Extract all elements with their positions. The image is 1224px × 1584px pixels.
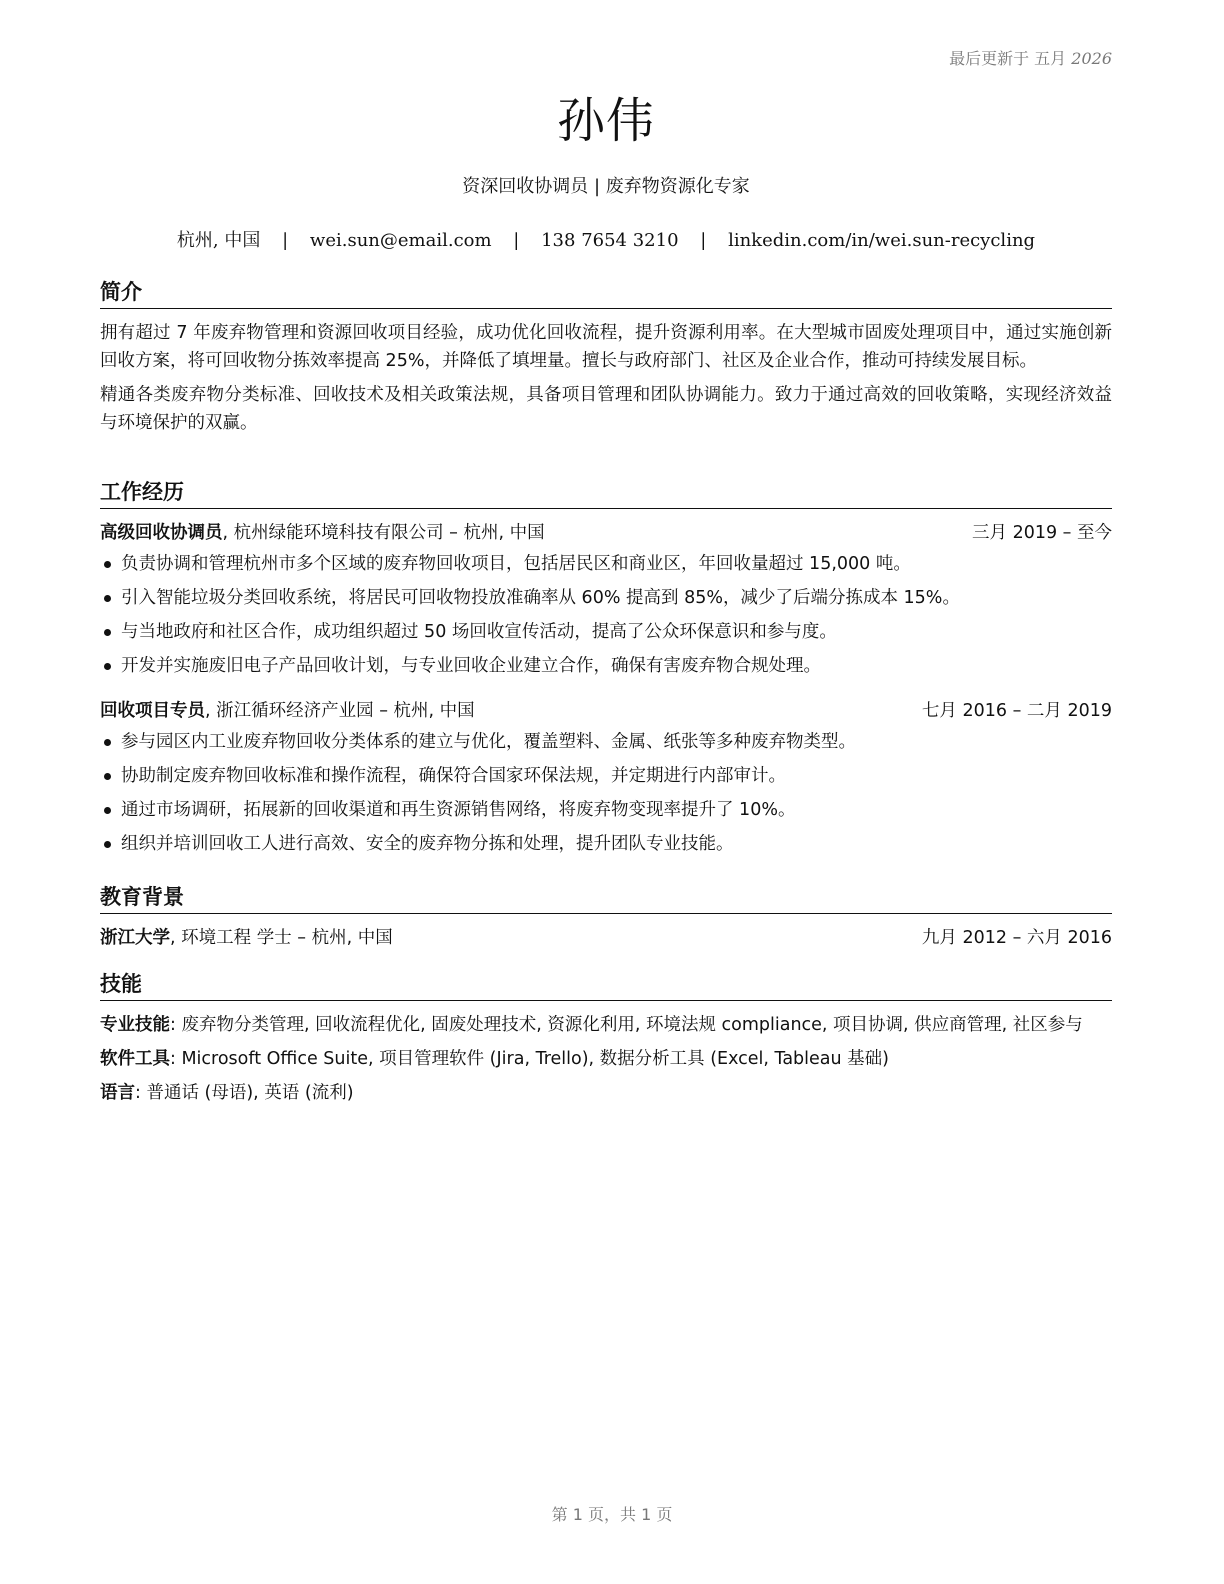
last-updated xyxy=(949,46,1112,69)
contact-phone[interactable]: 138 7654 3210 xyxy=(541,230,679,251)
education-school-degree xyxy=(100,924,393,952)
education-heading: 教育背景 xyxy=(100,883,1112,914)
job-header xyxy=(100,697,1112,725)
job-org: , 杭州绿能环境科技有限公司 – 杭州, 中国 xyxy=(222,523,545,543)
job-role: 高级回收协调员 xyxy=(100,523,223,543)
contact-separator: | xyxy=(282,230,289,251)
experience-heading: 工作经历 xyxy=(100,478,1112,509)
skill-line xyxy=(100,1045,1112,1073)
education-school: 浙江大学 xyxy=(100,928,170,948)
job-role: 回收项目专员 xyxy=(100,701,205,721)
contact-email[interactable]: wei.sun@email.com xyxy=(309,230,492,251)
education-section xyxy=(100,883,1112,952)
job-bullet: 参与园区内工业废弃物回收分类体系的建立与优化，覆盖塑料、金属、纸张等多种废弃物类型。 xyxy=(100,725,1112,759)
contact-separator: | xyxy=(700,230,707,251)
skills-section xyxy=(100,970,1112,1113)
job-bullet: 负责协调和管理杭州市多个区域的废弃物回收项目，包括居民区和商业区，年回收量超过 15,000 吨。 xyxy=(100,547,1112,581)
job-org: , 浙江循环经济产业园 – 杭州, 中国 xyxy=(205,701,475,721)
job-bullet: 协助制定废弃物回收标准和操作流程，确保符合国家环保法规，并定期进行内部审计。 xyxy=(100,759,1112,793)
skill-value: : 废弃物分类管理, 回收流程优化, 固废处理技术, 资源化利用, 环境法规 compliance, 项目协调, 供应商管理, 社区参与 xyxy=(170,1015,1083,1035)
summary-heading: 简介 xyxy=(100,278,1112,309)
experience-section xyxy=(100,478,1112,861)
candidate-title: 资深回收协调员 | 废弃物资源化专家 xyxy=(462,176,750,197)
skill-label: 软件工具 xyxy=(100,1049,170,1069)
contact-line xyxy=(100,226,1112,252)
skill-value: : 普通话 (母语), 英语 (流利) xyxy=(135,1083,354,1103)
job-bullets xyxy=(100,725,1112,861)
job-bullet: 与当地政府和社区合作，成功组织超过 50 场回收宣传活动，提高了公众环保意识和参与度。 xyxy=(100,615,1112,649)
candidate-name: 孙伟 xyxy=(556,93,655,149)
last-updated-year: 2026 xyxy=(1071,49,1112,68)
skill-label: 专业技能 xyxy=(100,1015,170,1035)
skill-label: 语言 xyxy=(100,1083,135,1103)
education-entry xyxy=(100,924,1112,952)
job-title-org xyxy=(100,697,475,725)
contact-separator: | xyxy=(513,230,520,251)
skill-line xyxy=(100,1011,1112,1039)
job-bullet: 开发并实施废旧电子产品回收计划，与专业回收企业建立合作，确保有害废弃物合规处理。 xyxy=(100,649,1112,683)
resume-page xyxy=(100,0,1112,1584)
job-dates: 七月 2016 – 二月 2019 xyxy=(921,701,1112,721)
education-detail: , 环境工程 学士 – 杭州, 中国 xyxy=(170,928,393,948)
page-number: 第 1 页，共 1 页 xyxy=(551,1505,673,1524)
job-header xyxy=(100,519,1112,547)
skills-heading: 技能 xyxy=(100,970,1112,1001)
job-dates: 三月 2019 – 至今 xyxy=(972,523,1112,543)
job-title-org xyxy=(100,519,545,547)
summary-section xyxy=(100,278,1112,443)
education-dates: 九月 2012 – 六月 2016 xyxy=(921,928,1112,948)
skill-line xyxy=(100,1079,1112,1107)
summary-paragraph: 拥有超过 7 年废弃物管理和资源回收项目经验，成功优化回收流程，提升资源利用率。在大型城市固废处理项目中，通过实施创新回收方案，将可回收物分拣效率提高 25%，并降低了填埋量。擅长与政府部门、社区及企业合作，推动可持续发展目标。 xyxy=(100,323,1112,371)
last-updated-label: 最后更新于 五月 xyxy=(949,49,1067,68)
job-bullet: 组织并培训回收工人进行高效、安全的废弃物分拣和处理，提升团队专业技能。 xyxy=(100,827,1112,861)
job-bullets xyxy=(100,547,1112,683)
contact-location: 杭州, 中国 xyxy=(176,230,261,251)
job-bullet: 通过市场调研，拓展新的回收渠道和再生资源销售网络，将废弃物变现率提升了 10%。 xyxy=(100,793,1112,827)
summary-paragraph: 精通各类废弃物分类标准、回收技术及相关政策法规，具备项目管理和团队协调能力。致力于通过高效的回收策略，实现经济效益与环境保护的双赢。 xyxy=(100,385,1112,433)
skill-value: : Microsoft Office Suite, 项目管理软件 (Jira, Trello), 数据分析工具 (Excel, Tableau 基础) xyxy=(170,1049,889,1069)
job-bullet: 引入智能垃圾分类回收系统，将居民可回收物投放准确率从 60% 提高到 85%，减少了后端分拣成本 15%。 xyxy=(100,581,1112,615)
contact-linkedin[interactable]: linkedin.com/in/wei.sun-recycling xyxy=(728,230,1036,251)
